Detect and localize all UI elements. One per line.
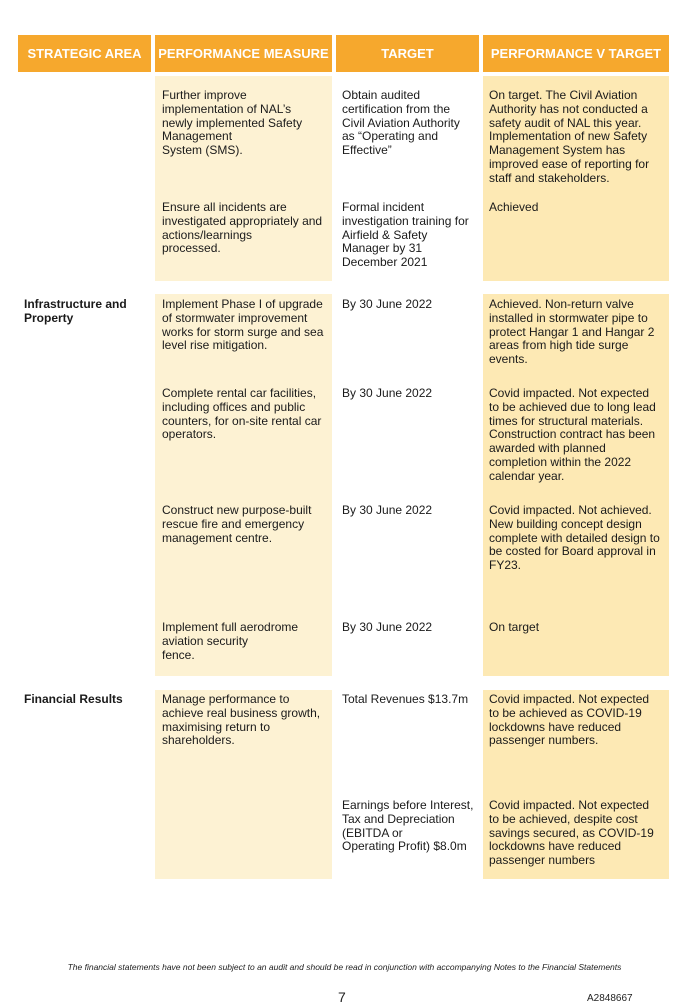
footer-disclaimer: The financial statements have not been subject to an audit and should be read in conjunction with accompanying Notes to the Financial Statements: [67, 962, 622, 972]
page-number: 7: [338, 989, 346, 1005]
table-row-1-result: On target. The Civil Aviation Authority has not conducted a safety audit of NAL this year. Implementation of new Safety Management System has improved ease of reporting for staff and stakeholders.: [489, 88, 650, 185]
strategic-area-financial-results: Financial Results: [24, 692, 123, 706]
table-row-3-result: Achieved. Non-return valve installed in stormwater pipe to protect Hangar 1 and Hangar 2 areas from high tide surge events.: [489, 297, 655, 367]
table-row-5-result: Covid impacted. Not achieved. New building concept design complete with detailed design to be costed for Board approval in FY23.: [489, 503, 660, 573]
table-row-1-measure: Further improve implementation of NAL’s newly implemented Safety Management System (SMS).: [162, 88, 303, 158]
table-row-6-measure: Implement full aerodrome aviation security fence.: [162, 620, 299, 662]
header-strategic-area: STRATEGIC AREA: [18, 35, 151, 72]
table-row-4-measure: Complete rental car facilities, including offices and public counters, for on-site rental car operators.: [162, 386, 322, 442]
table-row-7-target: Total Revenues $13.7m: [342, 692, 469, 706]
strategic-area-infrastructure: Infrastructure and Property: [24, 297, 127, 325]
table-row-2-target: Formal incident investigation training for Airfield & Safety Manager by 31 December 2021: [342, 200, 469, 270]
table-row-5-target: By 30 June 2022: [342, 503, 433, 517]
table-row-8-result: Covid impacted. Not expected to be achieved, despite cost savings secured, as COVID-19 lockdowns have reduced passenger numbers: [489, 798, 654, 868]
table-row-6-target: By 30 June 2022: [342, 620, 433, 634]
table-row-3-measure: Implement Phase I of upgrade of stormwater improvement works for storm surge and sea level rise mitigation.: [162, 297, 324, 353]
table-row-4-result: Covid impacted. Not expected to be achieved due to long lead times for structural materials. Construction contract has been awarded with planned completion within the 2022 calendar year.: [489, 386, 656, 483]
table-row-7-measure: Manage performance to achieve real business growth, maximising return to shareholders.: [162, 692, 321, 748]
document-id: A2848667: [587, 993, 633, 1004]
table-row-4-target: By 30 June 2022: [342, 386, 433, 400]
table-row-2-measure: Ensure all incidents are investigated appropriately and actions/learnings processed.: [162, 200, 323, 256]
table-row-5-measure: Construct new purpose-built rescue fire and emergency management centre.: [162, 503, 312, 545]
header-performance-measure: PERFORMANCE MEASURE: [155, 35, 332, 72]
table-row-8-target: Earnings before Interest, Tax and Depreciation (EBITDA or Operating Profit) $8.0m: [342, 798, 474, 854]
table-row-6-result: On target: [489, 620, 540, 634]
header-target: TARGET: [336, 35, 479, 72]
table-row-7-result: Covid impacted. Not expected to be achieved as COVID-19 lockdowns have reduced passenger numbers.: [489, 692, 650, 748]
table-row-2-result: Achieved: [489, 200, 539, 214]
header-performance-v-target: PERFORMANCE V TARGET: [483, 35, 669, 72]
table-row-1-target: Obtain audited certification from the Civil Aviation Authority as “Operating and Effective”: [342, 88, 460, 158]
table-row-3-target: By 30 June 2022: [342, 297, 433, 311]
